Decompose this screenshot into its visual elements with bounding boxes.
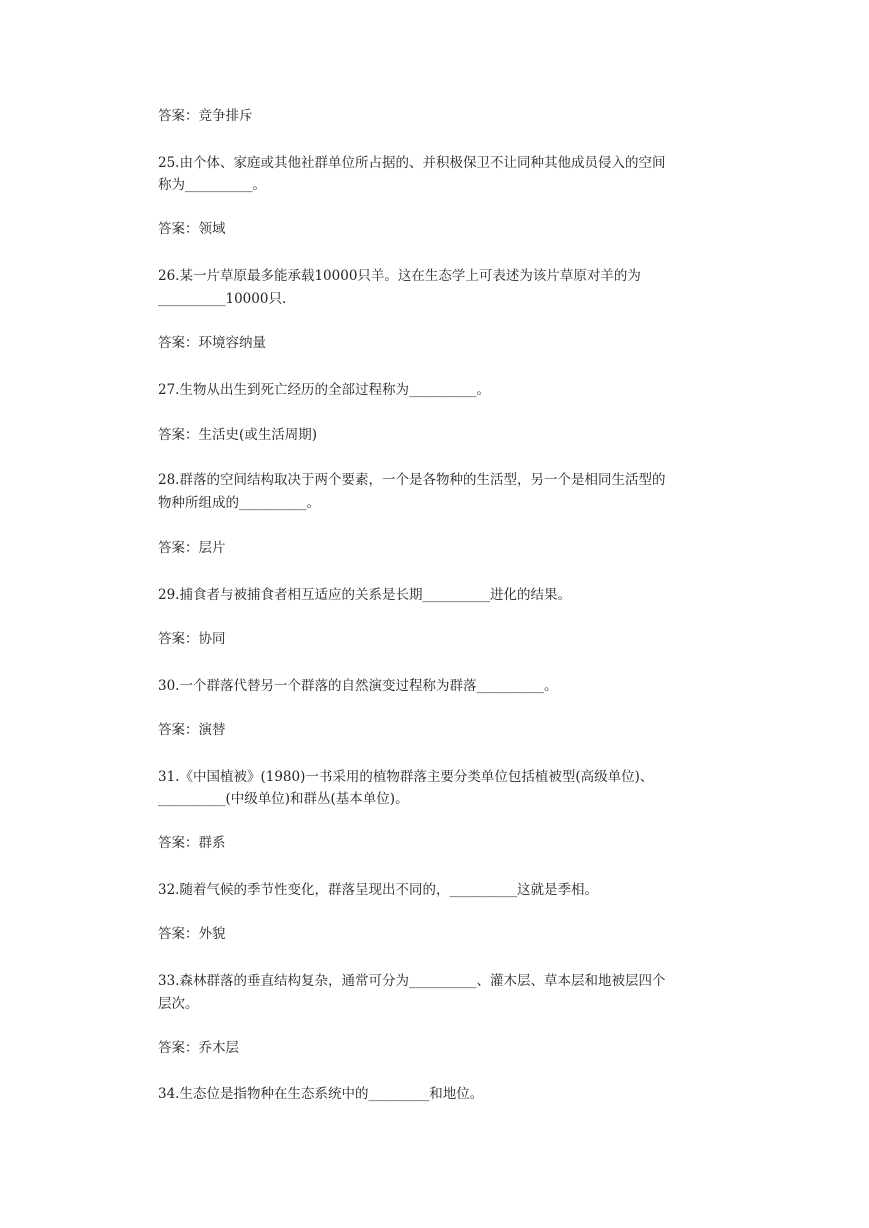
answer-27: 答案：生活史(或生活周期): [158, 427, 318, 443]
question-29: 29.捕食者与被捕食者相互适应的关系是长期__________进化的结果。: [158, 587, 571, 603]
question-26-line-2: __________10000只.: [158, 291, 287, 307]
question-28-line-2: 物种所组成的__________。: [158, 495, 320, 511]
question-25-line-1: 25.由个体、家庭或其他社群单位所占据的、并积极保卫不让同种其他成员侵入的空间: [158, 155, 666, 171]
answer-33: 答案：乔木层: [158, 1040, 239, 1056]
answer-30: 答案：演替: [158, 722, 226, 738]
question-34: 34.生态位是指物种在生态系统中的_________和地位。: [158, 1086, 484, 1102]
answer-31: 答案：群系: [158, 835, 226, 851]
question-26-line-1: 26.某一片草原最多能承载10000只羊。这在生态学上可表述为该片草原对羊的为: [158, 268, 641, 284]
question-33-line-1: 33.森林群落的垂直结构复杂，通常可分为__________、灌木层、草本层和地被层四个: [158, 973, 666, 989]
answer-28: 答案：层片: [158, 540, 226, 556]
answer-24: 答案：竞争排斥: [158, 108, 253, 124]
question-25-line-2: 称为__________。: [158, 177, 266, 193]
question-32: 32.随着气候的季节性变化，群落呈现出不同的，__________这就是季相。: [158, 882, 598, 898]
answer-26: 答案：环境容纳量: [158, 335, 266, 351]
question-28-line-1: 28.群落的空间结构取决于两个要素，一个是各物种的生活型，另一个是相同生活型的: [158, 472, 666, 488]
answer-32: 答案：外貌: [158, 926, 226, 942]
question-30: 30.一个群落代替另一个群落的自然演变过程称为群落__________。: [158, 678, 558, 694]
answer-25: 答案：领域: [158, 221, 226, 237]
question-33-line-2: 层次。: [158, 996, 199, 1012]
question-31-line-2: __________(中级单位)和群丛(基本单位)。: [158, 791, 409, 807]
answer-29: 答案：协同: [158, 631, 226, 647]
question-31-line-1: 31.《中国植被》(1980)一书采用的植物群落主要分类单位包括植被型(高级单位)、: [158, 769, 654, 785]
question-27: 27.生物从出生到死亡经历的全部过程称为__________。: [158, 382, 490, 398]
